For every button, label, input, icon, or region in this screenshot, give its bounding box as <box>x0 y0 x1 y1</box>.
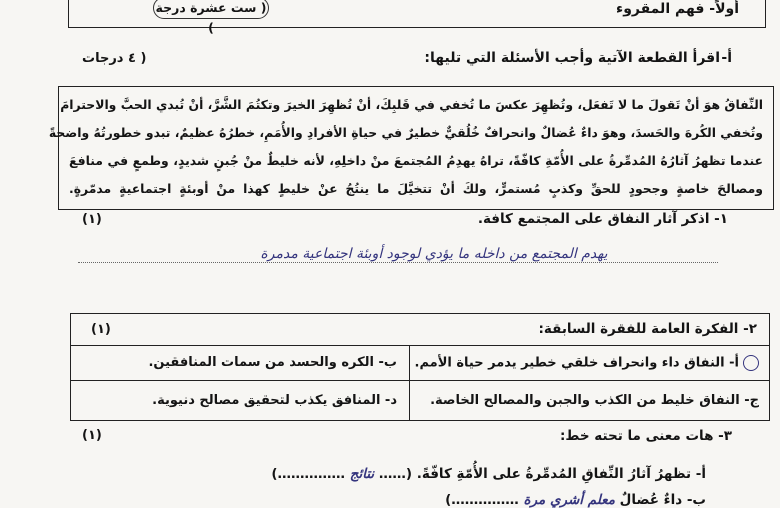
reading-passage-box <box>48 86 774 210</box>
answer-close-paren: ……………) <box>445 492 519 508</box>
section-marks-badge: ( ست عشرة درجة ) <box>153 0 269 19</box>
option-c[interactable]: ج- النفاق خليط من الكذب والجبن والمصالح الخاصة. <box>430 393 759 408</box>
question-a-title: اقرأ القطعة الآتية وأجب الأسئلة التي تليها: <box>424 50 720 66</box>
question-a-label: أ- <box>721 50 732 66</box>
table-divider <box>71 380 769 381</box>
question-3a-row <box>271 466 706 482</box>
question-2-title: ٢- الفكرة العامة للفقرة السابقة: <box>538 321 757 337</box>
option-d[interactable]: د- المنافق يكذب لتحقيق مصالح دنيوية. <box>152 393 397 408</box>
question-3b-text: ب- داءٌ عُضالٌ <box>619 492 706 508</box>
table-divider <box>409 345 410 420</box>
answer-open-paren: (…… <box>378 466 413 482</box>
question-3b-row <box>445 492 706 508</box>
passage-line: ومصالحَ خاصةٍ وجحودٍ للحقِّ وكذبٍ مُستمرٍّ، ولكَ أنْ تتخيَّلَ ما ينتُجُ عنْ خليطٍ كهذا منْ أوبئةٍ اجتماعيةٍ مدمّرةٍ. <box>69 181 763 196</box>
question-3b-handwritten-answer[interactable]: معلم أشري مرة <box>523 492 615 508</box>
question-1-score: (١) <box>82 212 102 227</box>
question-3-title: ٣- هات معنى ما تحته خط: <box>559 428 732 444</box>
option-a[interactable]: أ- النفاق داء وانحراف خلقي خطير يدمر حياة الأمم. <box>415 355 759 371</box>
question-2-score: (١) <box>91 322 111 337</box>
question-3-score: (١) <box>82 428 102 443</box>
option-b[interactable]: ب- الكره والحسد من سمات المنافقين. <box>148 355 397 370</box>
passage-line: عندما تظهرُ آثارُهُ المُدمِّرةُ على الأُمّةِ كافّةً، تراهُ يهدِمُ المُجتمعَ منْ داخلِهِ، لأنه خليطٌ منْ جُبنٍ شديدٍ، وطمعٍ في منافعَ <box>69 153 763 168</box>
question-3a-text: أ- تظهرُ آثارُ النِّفاقِ المُدمِّرةُ على الأُمّةِ كافّةً. <box>416 466 706 482</box>
question-1-text: ١- اذكر آثار النفاق على المجتمع كافة. <box>477 211 728 227</box>
question-2-options-table <box>70 313 770 421</box>
section-header-box <box>68 0 766 35</box>
answer-close-paren: ……………) <box>271 466 346 482</box>
question-a-degrees: ( ٤ درجات <box>82 51 147 66</box>
passage-line: النِّفاقُ هوَ أنْ تَقولَ ما لا تَفعَل، وتُظهِرَ عكسَ ما تُخفي في قَلبِكَ، أنْ تُظهِرَ الخيرَ وتكتُمَ الشَّرَّ، أنْ تُبدي الحبَّ والاحترامَ <box>60 97 763 112</box>
question-3a-handwritten-answer[interactable]: نتائج <box>349 466 375 482</box>
answer-dotted-line <box>78 262 718 263</box>
passage-line: وتُخفي الكُرهَ والحَسدَ، وهوَ داءٌ عُضالٌ وانحرافٌ خُلُقيٌّ خطيرٌ في حياةِ الأفرادِ والأُمَمِ، خطرُهُ عظيمٌ، تبدو خطورتُهُ واضحةً <box>48 125 763 140</box>
section-title: أولاً- فهم المقروء <box>616 1 739 17</box>
question-1-handwritten-answer[interactable]: يهدم المجتمع من داخله ما يؤدي لوجود أوبئة اجتماعية مدمرة <box>260 246 608 262</box>
table-divider <box>71 345 769 346</box>
selected-circle-mark <box>743 355 759 371</box>
